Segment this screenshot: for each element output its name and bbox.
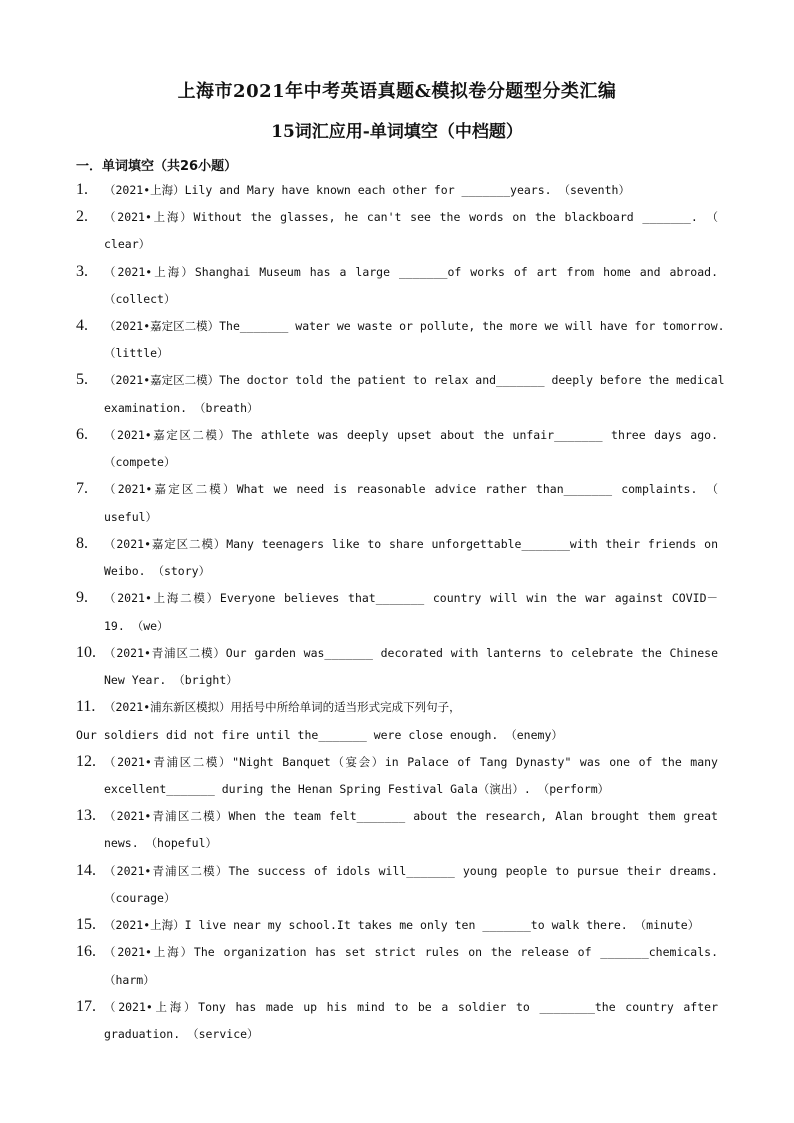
question-text-cont: useful） xyxy=(104,510,158,524)
question-text-cont: excellent_______ during the Henan Spring Festival Gala（演出）. （perform） xyxy=(104,782,610,796)
question-number: 11. xyxy=(76,698,96,715)
question-number: 13. xyxy=(76,807,96,824)
question-text-cont: （courage） xyxy=(104,891,176,905)
question-number: 8. xyxy=(76,535,88,552)
question-number: 12. xyxy=(76,753,96,770)
question-text: （2021•上海二模）Everyone believes that_______ country will win the war against COVID－ xyxy=(104,591,718,605)
question-text: （2021•嘉定区二模）What we need is reasonable advice rather than_______ complaints. （ xyxy=(104,482,718,496)
question-number: 1. xyxy=(76,181,88,198)
question-number: 16. xyxy=(76,943,96,960)
question-number: 2. xyxy=(76,208,88,225)
question-text: （2021•上海）Tony has made up his mind to be a soldier to ________the country after xyxy=(104,1000,718,1014)
question-text: （2021•上海）Shanghai Museum has a large _______of works of art from home and abroad. xyxy=(104,265,718,279)
question-text: （2021•嘉定区二模）The_______ water we waste or pollute, the more we will have for tomorrow. xyxy=(104,319,725,333)
question-text: （2021•青浦区二模）"Night Banquet（宴会）in Palace of Tang Dynasty" was one of the many xyxy=(104,755,718,769)
question-text: （2021•上海）I live near my school.It takes me only ten _______to walk there. （minute） xyxy=(104,918,700,932)
question-text: （2021•上海）Without the glasses, he can't see the words on the blackboard _______. （ xyxy=(104,210,718,224)
question-text: （2021•嘉定区二模）The athlete was deeply upset about the unfair_______ three days ago. xyxy=(104,428,718,442)
question-text-cont: examination. （breath） xyxy=(104,401,259,415)
question-number: 14. xyxy=(76,862,96,879)
question-text: （2021•青浦区二模）The success of idols will_______ young people to pursue their dreams. xyxy=(104,864,718,878)
question-text-cont: 19. （we） xyxy=(104,619,169,633)
question-number: 10. xyxy=(76,644,96,661)
question-text: （2021•嘉定区二模）Many teenagers like to share unforgettable_______with their friends on xyxy=(104,537,718,551)
question-text: （2021•上海）Lily and Mary have known each other for _______years. （seventh） xyxy=(104,183,630,197)
question-number: 5. xyxy=(76,371,88,388)
question-text-cont: graduation. （service） xyxy=(104,1027,259,1041)
question-text-cont: （collect） xyxy=(104,292,176,306)
question-text-cont: （compete） xyxy=(104,455,176,469)
question-text-cont: （little） xyxy=(104,346,169,360)
document-title: 上海市2021年中考英语真题&模拟卷分题型分类汇编 xyxy=(177,81,617,102)
question-text-cont: news. （hopeful） xyxy=(104,836,218,850)
question-number: 15. xyxy=(76,916,96,933)
question-text-cont: New Year. （bright） xyxy=(104,673,238,687)
question-number: 9. xyxy=(76,589,88,606)
question-text-cont: Weibo. （story） xyxy=(104,564,211,578)
question-text-cont: （harm） xyxy=(104,973,155,987)
question-text-cont: Our soldiers did not fire until the_______ were close enough. （enemy） xyxy=(76,728,563,742)
question-number: 6. xyxy=(76,426,88,443)
question-text: （2021•青浦区二模）When the team felt_______ about the research, Alan brought them great xyxy=(104,809,718,823)
section-heading: 一．单词填空（共26小题） xyxy=(76,159,238,174)
question-text: （2021•浦东新区模拟）用括号中所给单词的适当形式完成下列句子， xyxy=(104,700,461,714)
question-text: （2021•青浦区二模）Our garden was_______ decorated with lanterns to celebrate the Chinese xyxy=(104,646,718,660)
question-number: 17. xyxy=(76,998,96,1015)
question-text: （2021•嘉定区二模）The doctor told the patient to relax and_______ deeply before the medical xyxy=(104,373,725,387)
question-number: 4. xyxy=(76,317,88,334)
question-number: 7. xyxy=(76,480,88,497)
document-subtitle: 15词汇应用-单词填空（中档题） xyxy=(271,122,523,142)
question-text: （2021•上海）The organization has set strict rules on the release of _______chemicals. xyxy=(104,945,718,959)
question-text-cont: clear） xyxy=(104,237,151,251)
question-number: 3. xyxy=(76,263,88,280)
